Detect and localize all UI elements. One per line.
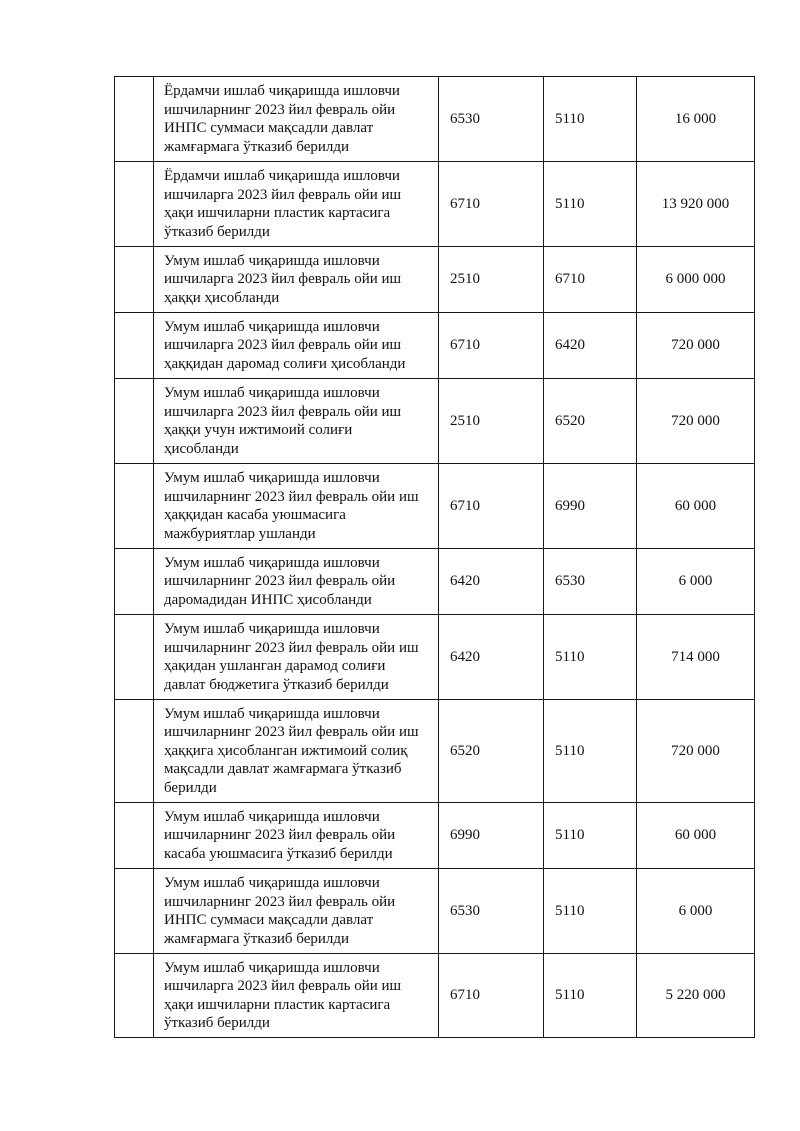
debit-account-cell: 6990 [439,803,544,869]
table-row [115,615,755,700]
credit-account-cell: 6710 [544,247,637,313]
table-row [115,464,755,549]
accounting-entries-table [114,76,755,1038]
table-row [115,700,755,803]
row-number-cell [115,803,154,869]
description-cell: Умум ишлаб чиқаришда ишловчи ишчиларнинг 2023 йил февраль ойи касаба уюшмасига ўтказиб берилди [154,803,439,869]
debit-account-cell: 2510 [439,247,544,313]
table-row [115,77,755,162]
debit-account-cell: 6520 [439,700,544,803]
description-cell: Ёрдамчи ишлаб чиқаришда ишловчи ишчиларнинг 2023 йил февраль ойи ИНПС суммаси мақсадли давлат жамғармага ўтказиб берилди [154,77,439,162]
row-number-cell [115,549,154,615]
table-row [115,549,755,615]
credit-account-cell: 5110 [544,615,637,700]
row-number-cell [115,954,154,1038]
amount-cell: 714 000 [637,615,755,700]
table-row [115,869,755,954]
description-cell: Умум ишлаб чиқаришда ишловчи ишчиларнинг 2023 йил февраль ойи даромадидан ИНПС ҳисобланди [154,549,439,615]
debit-account-cell: 6710 [439,162,544,247]
row-number-cell [115,464,154,549]
debit-account-cell: 6530 [439,77,544,162]
description-cell: Ёрдамчи ишлаб чиқаришда ишловчи ишчиларга 2023 йил февраль ойи иш ҳақи ишчиларни пластик картасига ўтказиб берилди [154,162,439,247]
amount-cell: 720 000 [637,700,755,803]
row-number-cell [115,162,154,247]
row-number-cell [115,313,154,379]
amount-cell: 6 000 000 [637,247,755,313]
credit-account-cell: 6990 [544,464,637,549]
row-number-cell [115,700,154,803]
row-number-cell [115,869,154,954]
debit-account-cell: 2510 [439,379,544,464]
amount-cell: 60 000 [637,803,755,869]
table-row [115,379,755,464]
description-cell: Умум ишлаб чиқаришда ишловчи ишчиларга 2023 йил февраль ойи иш ҳаққи учун ижтимоий солиғи ҳисобланди [154,379,439,464]
description-cell: Умум ишлаб чиқаришда ишловчи ишчиларнинг 2023 йил февраль ойи иш ҳаққидан касаба уюшмасига мажбуриятлар ушланди [154,464,439,549]
description-cell: Умум ишлаб чиқаришда ишловчи ишчиларга 2023 йил февраль ойи иш ҳаққи ҳисобланди [154,247,439,313]
credit-account-cell: 5110 [544,869,637,954]
amount-cell: 720 000 [637,313,755,379]
description-cell: Умум ишлаб чиқаришда ишловчи ишчиларга 2023 йил февраль ойи иш ҳақи ишчиларни пластик картасига ўтказиб берилди [154,954,439,1038]
debit-account-cell: 6530 [439,869,544,954]
row-number-cell [115,379,154,464]
description-cell: Умум ишлаб чиқаришда ишловчи ишчиларга 2023 йил февраль ойи иш ҳаққидан даромад солиғи ҳисобланди [154,313,439,379]
table-row [115,954,755,1038]
description-cell: Умум ишлаб чиқаришда ишловчи ишчиларнинг 2023 йил февраль ойи иш ҳаққига ҳисобланган ижтимоий солиқ мақсадли давлат жамғармага ўтказиб берилди [154,700,439,803]
debit-account-cell: 6710 [439,313,544,379]
row-number-cell [115,77,154,162]
credit-account-cell: 5110 [544,162,637,247]
credit-account-cell: 5110 [544,954,637,1038]
credit-account-cell: 6530 [544,549,637,615]
table-row [115,247,755,313]
debit-account-cell: 6420 [439,615,544,700]
amount-cell: 16 000 [637,77,755,162]
amount-cell: 720 000 [637,379,755,464]
credit-account-cell: 5110 [544,803,637,869]
debit-account-cell: 6710 [439,954,544,1038]
table-row [115,313,755,379]
row-number-cell [115,615,154,700]
table-row [115,162,755,247]
table-row [115,803,755,869]
amount-cell: 6 000 [637,549,755,615]
row-number-cell [115,247,154,313]
credit-account-cell: 6420 [544,313,637,379]
credit-account-cell: 5110 [544,700,637,803]
amount-cell: 60 000 [637,464,755,549]
credit-account-cell: 5110 [544,77,637,162]
amount-cell: 5 220 000 [637,954,755,1038]
description-cell: Умум ишлаб чиқаришда ишловчи ишчиларнинг 2023 йил февраль ойи ИНПС суммаси мақсадли давлат жамғармага ўтказиб берилди [154,869,439,954]
amount-cell: 6 000 [637,869,755,954]
description-cell: Умум ишлаб чиқаришда ишловчи ишчиларнинг 2023 йил февраль ойи иш ҳақидан ушланган дарамод солиғи давлат бюджетига ўтказиб берилди [154,615,439,700]
credit-account-cell: 6520 [544,379,637,464]
amount-cell: 13 920 000 [637,162,755,247]
debit-account-cell: 6420 [439,549,544,615]
debit-account-cell: 6710 [439,464,544,549]
